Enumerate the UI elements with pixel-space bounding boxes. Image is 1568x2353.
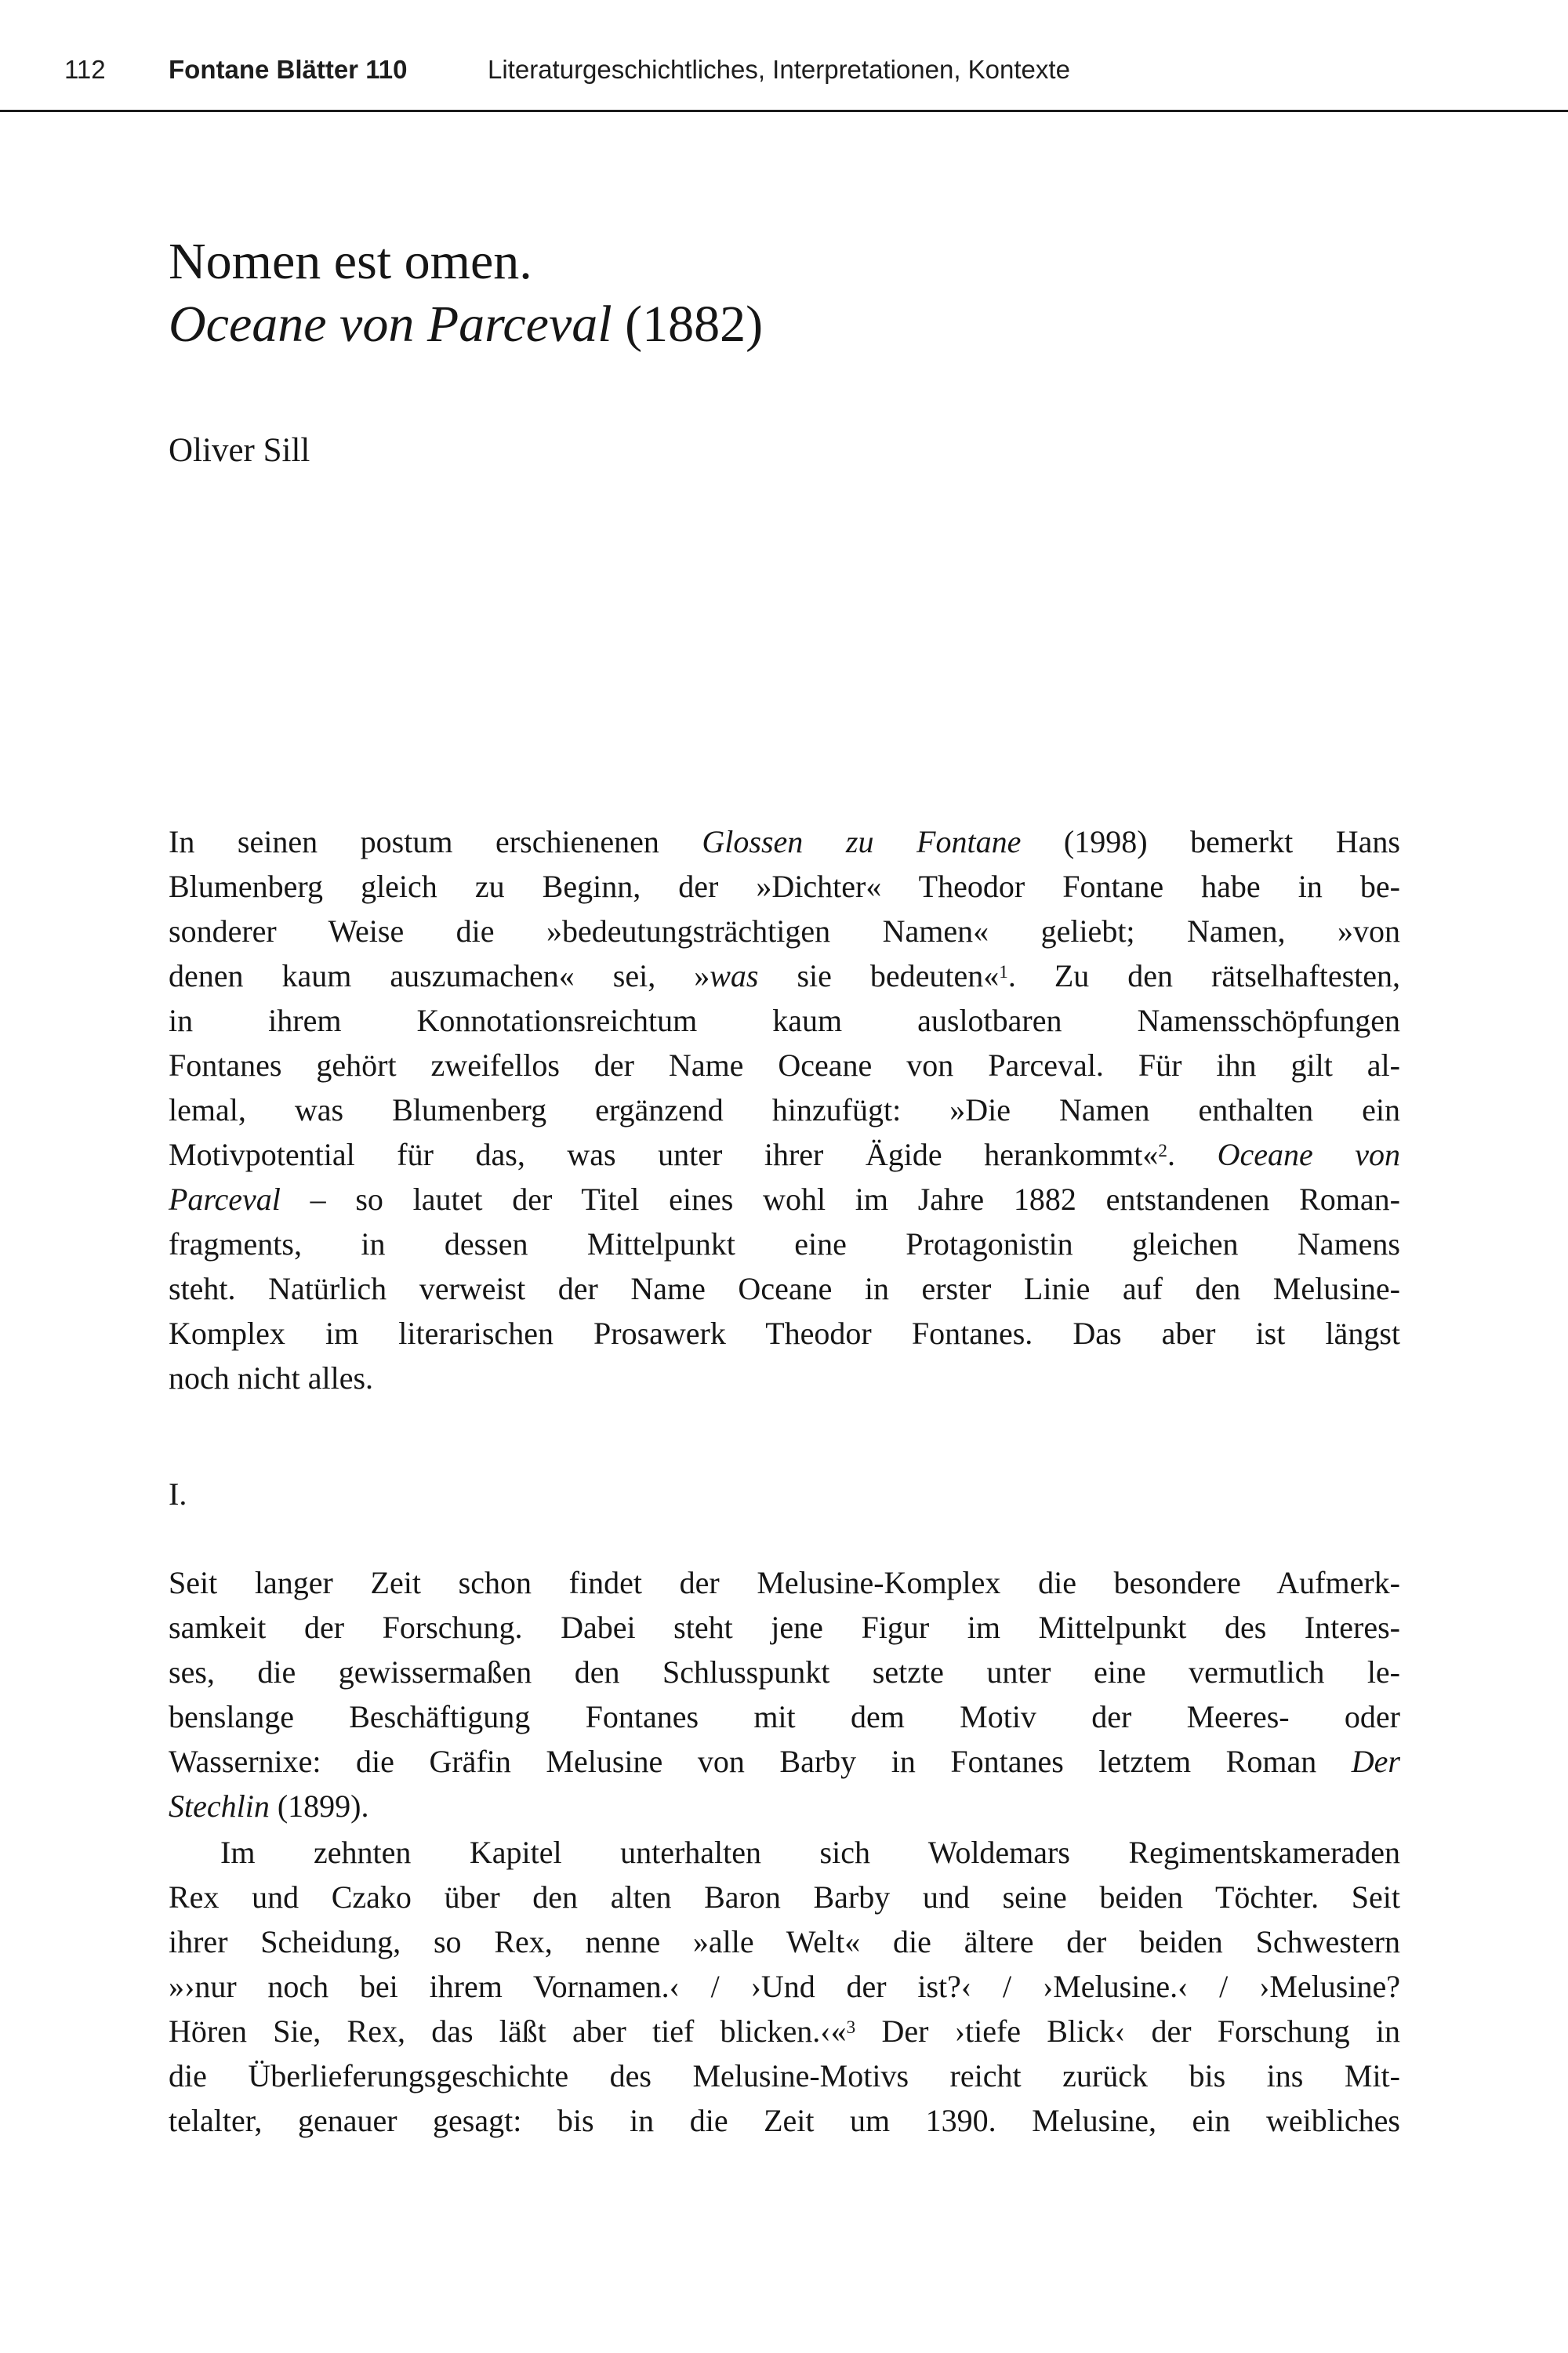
- article-title-line2: [169, 293, 1423, 356]
- text-line: Komplex im literarischen Prosawerk Theodor Fontanes. Das aber ist längst: [169, 1316, 1400, 1351]
- text-line: Seit langer Zeit schon findet der Melusine-Komplex die besondere Aufmerk-: [169, 1565, 1400, 1600]
- header-rule: [0, 110, 1568, 112]
- text-line: Hören Sie, Rex, das läßt aber tief blicken.‹«$^3$ Der ›tiefe Blick‹ der Forschung in: [169, 2013, 1401, 2049]
- text-line: lemal, was Blumenberg ergänzend hinzufügt: »Die Namen enthalten ein: [169, 1092, 1400, 1127]
- text-line: telalter, genauer gesagt: bis in die Zeit um 1390. Melusine, ein weibliches: [169, 2103, 1400, 2138]
- text-line: noch nicht alles.: [169, 1360, 374, 1396]
- running-header: [0, 53, 1568, 86]
- article-title-work: Oceane von Parceval: [169, 296, 612, 353]
- text-line: sonderer Weise die »bedeutungsträchtigen Namen« geliebt; Namen, »von: [169, 913, 1400, 949]
- text-line: In seinen postum erschienenen Glossen zu Fontane (1998) bemerkt Hans: [169, 824, 1400, 859]
- article-title: [169, 231, 1423, 356]
- text-line: steht. Natürlich verweist der Name Oceane in erster Linie auf den Melusine-: [169, 1271, 1400, 1306]
- text-line: ihrer Scheidung, so Rex, nenne »alle Welt« die ältere der beiden Schwestern: [169, 1924, 1400, 1959]
- text-line: fragments, in dessen Mittelpunkt eine Protagonistin gleichen Namens: [169, 1226, 1400, 1262]
- paragraph-1: [169, 819, 1400, 1400]
- text-line: Im zehnten Kapitel unterhalten sich Woldemars Regimentskameraden: [220, 1835, 1400, 1870]
- text-line: Stechlin (1899).: [169, 1788, 369, 1824]
- text-line: Wassernixe: die Gräfin Melusine von Barby in Fontanes letztem Roman Der: [169, 1744, 1400, 1779]
- text-line: Fontanes gehört zweifellos der Name Oceane von Parceval. Für ihn gilt al-: [169, 1048, 1400, 1083]
- journal-section: Literaturgeschichtliches, Interpretationen, Kontexte: [488, 55, 1070, 84]
- text-line: samkeit der Forschung. Dabei steht jene Figur im Mittelpunkt des Interes-: [169, 1610, 1400, 1645]
- text-line: Parceval – so lautet der Titel eines wohl im Jahre 1882 entstandenen Roman-: [169, 1182, 1400, 1217]
- text-line: denen kaum auszumachen« sei, »was sie bedeuten«$^1$. Zu den rätselhaftesten,: [169, 958, 1401, 993]
- text-line: »›nur noch bei ihrem Vornamen.‹ / ›Und der ist?‹ / ›Melusine.‹ / ›Melusine?: [169, 1969, 1400, 2004]
- paragraph-2: [169, 1560, 1400, 1828]
- text-line: Motivpotential für das, was unter ihrer Ägide herankommt«$^2$. Oceane von: [169, 1137, 1401, 1172]
- article-title-line1: Nomen est omen.: [169, 233, 532, 290]
- text-line: benslange Beschäftigung Fontanes mit dem Motiv der Meeres- oder: [169, 1699, 1400, 1734]
- paragraph-3: [169, 1830, 1400, 2143]
- section-heading: I.: [169, 1476, 187, 1512]
- text-line: Blumenberg gleich zu Beginn, der »Dichter« Theodor Fontane habe in be-: [169, 869, 1400, 904]
- text-line: Rex und Czako über den alten Baron Barby und seine beiden Töchter. Seit: [169, 1879, 1400, 1915]
- journal-title: Fontane Blätter 110: [169, 55, 408, 84]
- text-line: die Überlieferungsgeschichte des Melusine-Motivs reicht zurück bis ins Mit-: [169, 2058, 1400, 2093]
- page-number: 112: [64, 55, 106, 84]
- author-name: Oliver Sill: [169, 432, 310, 469]
- text-line: ses, die gewissermaßen den Schlusspunkt setzte unter eine vermutlich le-: [169, 1654, 1400, 1690]
- text-line: in ihrem Konnotationsreichtum kaum auslotbaren Namensschöpfungen: [169, 1003, 1400, 1038]
- article-title-year: (1882): [612, 296, 764, 353]
